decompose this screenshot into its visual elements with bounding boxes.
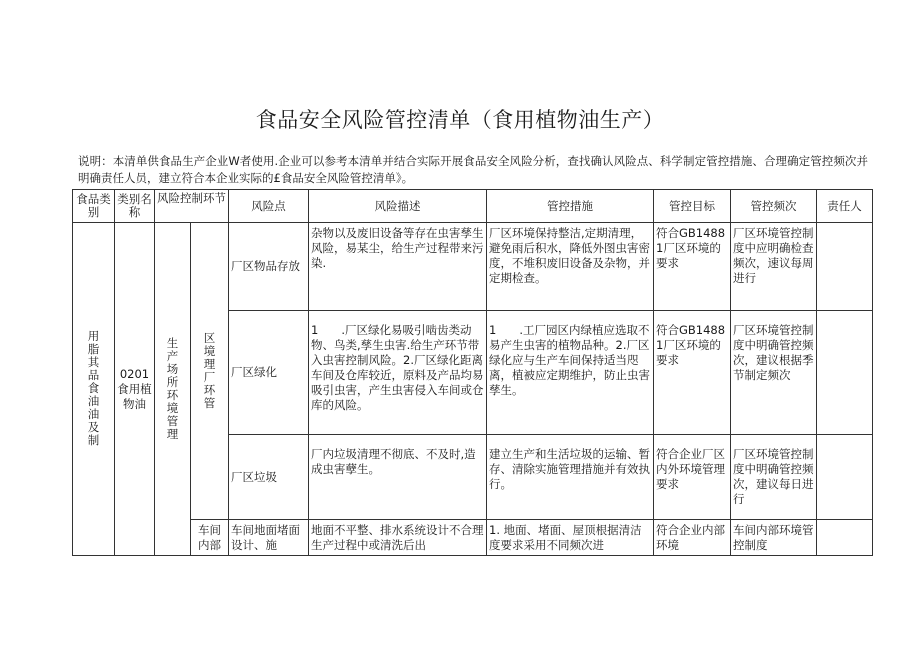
stage1-cell	[155, 223, 191, 556]
target: 符合GB14881厂区环境的要求	[654, 311, 731, 435]
risk-desc: 厂内垃圾清理不彻底、不及时,造成虫害孽生。	[309, 435, 487, 520]
risk-desc: 地面不平整、排水系统设计不合理生产过程中或清洗后出	[309, 520, 487, 556]
risk-control-table	[72, 189, 873, 556]
table-header-row	[73, 190, 873, 223]
owner	[817, 435, 873, 520]
stage1-text: 生产场所环境管理	[166, 335, 179, 441]
category-cell	[73, 223, 115, 556]
subcategory-cell: 0201食用植物油	[115, 223, 155, 556]
frequency: 厂区环境管控制度中应明确检查频次，速议每周进行	[731, 223, 817, 311]
header-subcategory: 类别名称	[115, 190, 155, 223]
risk-desc: 1 .厂区绿化易吸引啮齿类动物、鸟类,孳生虫害.给生产环节带入虫害控制风险。2.厂区绿化距离车间及仓库较近，原料及产品均易吸引虫害，产生虫害侵入车间或仓库的风险。	[309, 311, 487, 435]
header-risk-point: 风险点	[229, 190, 309, 223]
frequency: 厂区环境管控制度中明确管控频次，建议根据季节制定频次	[731, 311, 817, 435]
frequency: 厂区环境管控制度中明确管控频次，建议每日进行	[731, 435, 817, 520]
owner	[817, 520, 873, 556]
stage2-cell	[191, 223, 229, 520]
target: 符合GB14881厂区环境的要求	[654, 223, 731, 311]
frequency: 车间内部环境管控制度	[731, 520, 817, 556]
measures: 建立生产和生活垃圾的运输、暂存、清除实施管理措施并有效执行。	[487, 435, 654, 520]
table-row	[73, 520, 873, 556]
header-measures: 管控措施	[487, 190, 654, 223]
header-risk-desc: 风险描述	[309, 190, 487, 223]
category-text: 用脂其品食油油及制	[87, 329, 100, 447]
target: 符合企业内部环境	[654, 520, 731, 556]
owner	[817, 223, 873, 311]
target: 符合企业厂区内外环境管理要求	[654, 435, 731, 520]
document-title: 食品安全风险管控清单（食用植物油生产）	[255, 108, 665, 132]
risk-desc: 杂物以及废旧设备等存在虫害孳生风险，易某尘，给生产过程带来污染.	[309, 223, 487, 311]
measures: 厂区环境保持整洁,定期清理，避免雨后积水，降低外图虫害密度，不堆积废旧设备及杂物，并定期检查。	[487, 223, 654, 311]
stage2b-cell: 车间内部	[191, 520, 229, 556]
measures: 1. 地面、堵面、屋顶根据清洁度要求采用不同频次进	[487, 520, 654, 556]
document-note: 说明：本清单供食品生产企业W者使用.企业可以参考本清单并结合实际开展食品安全风险分析，查找确认风险点、科学制定管控措施、合理确定管控频次并明确责任人员，建立符合本企业实际的£食品安全风险管控清单》。	[78, 154, 868, 185]
risk-point: 车间地面堵面设计、施	[229, 520, 309, 556]
risk-point: 厂区垃圾	[229, 435, 309, 520]
header-control-stage: 风险控制环节	[155, 190, 229, 223]
owner	[817, 311, 873, 435]
header-target: 管控目标	[654, 190, 731, 223]
risk-point: 厂区物品存放	[229, 223, 309, 311]
stage2-text: 区境理厂环管	[203, 330, 216, 410]
header-frequency: 管控频次	[731, 190, 817, 223]
header-category: 食品类别	[73, 190, 115, 223]
measures: 1 .工厂园区内绿植应选取不易产生虫害的植物品种。2.厂区绿化应与生产车间保持适当咫离，植被应定期维护，防止虫害孳生。	[487, 311, 654, 435]
risk-point: 厂区绿化	[229, 311, 309, 435]
table-row	[73, 223, 873, 311]
header-owner: 责任人	[817, 190, 873, 223]
